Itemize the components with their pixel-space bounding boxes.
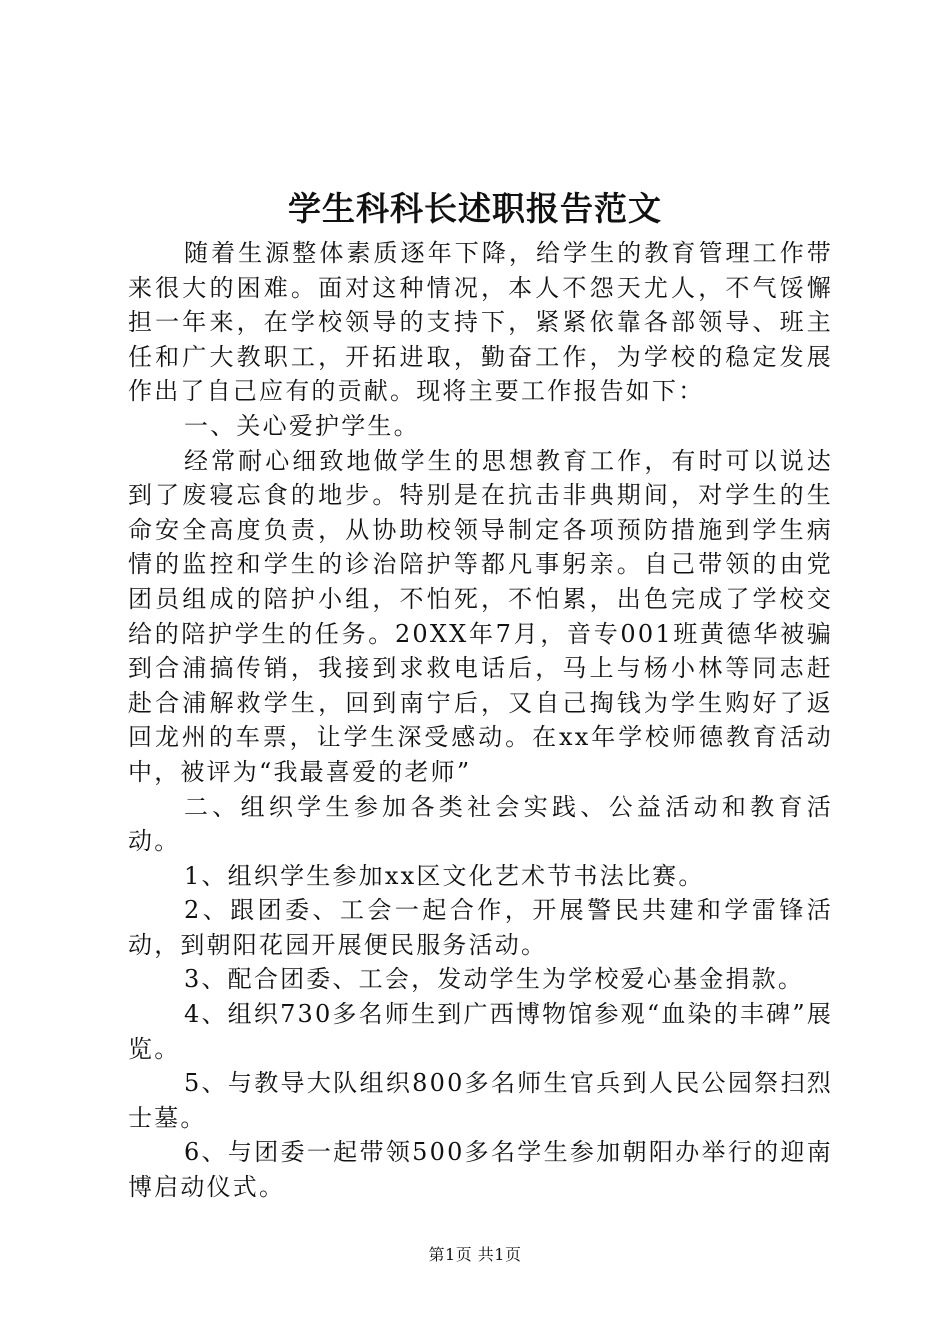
list-item-5: 5、与教导大队组织800多名师生官兵到人民公园祭扫烈士墓。 (128, 1069, 833, 1132)
section-heading-2: 二、组织学生参加各类社会实践、公益活动和教育活动。 (128, 792, 833, 856)
list-item-6: 6、与团委一起带领500多名学生参加朝阳办举行的迎南博启动仪式。 (128, 1138, 833, 1202)
document-title: 学生科科长述职报告范文 (288, 189, 662, 228)
page-footer: 第1页 共1页 (428, 1245, 522, 1264)
list-item-2: 2、跟团委、工会一起合作，开展警民共建和学雷锋活动，到朝阳花园开展便民服务活动。 (128, 896, 833, 959)
section-1-paragraph: 经常耐心细致地做学生的思想教育工作，有时可以说达到了废寝忘食的地步。特别是在抗击非典期间，对学生的生命安全高度负责，从协助校领导制定各项预防措施到学生病情的监控和学生的诊治陪护等都凡事躬亲。自己带领的由党团员组成的陪护小组，不怕死，不怕累，出色完成了学校交给的陪护学生的任务。20XX年7月，音专001班黄德华被骗到合浦搞传销，我接到求救电话后，马上与杨小林等同志赶赴合浦解救学生，回到南宁后，又自己掏钱为学生购好了返回龙州的车票，让学生深受感动。在xx年学校师德教育活动中，被评为“我最喜爱的老师” (128, 446, 833, 786)
document-body (128, 236, 833, 1205)
intro-paragraph: 随着生源整体素质逐年下降，给学生的教育管理工作带来很大的困难。面对这种情况，本人不怨天尤人，不气馁懈担一年来，在学校领导的支持下，紧紧依靠各部领导、班主任和广大教职工，开拓进取，勤奋工作，为学校的稳定发展作出了自己应有的贡献。现将主要工作报告如下： (128, 239, 833, 406)
list-item-4: 4、组织730多名师生到广西博物馆参观“血染的丰碑”展览。 (128, 1000, 834, 1063)
section-heading-1: 一、关心爱护学生。 (184, 411, 420, 440)
list-item-3: 3、配合团委、工会，发动学生为学校爱心基金捐款。 (184, 965, 805, 994)
list-item-1: 1、组织学生参加xx区文化艺术节书法比赛。 (184, 861, 705, 890)
